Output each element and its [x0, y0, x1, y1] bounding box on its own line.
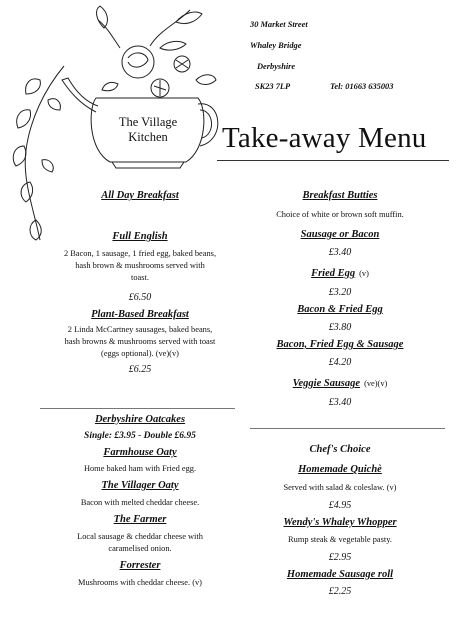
oatcakes-section [40, 414, 240, 589]
fried-egg-price: £3.20 [328, 287, 352, 298]
plant-based-title: Plant-Based Breakfast [91, 309, 189, 320]
sausage-roll-title: Homemade Sausage roll [286, 569, 394, 580]
villager-desc: Bacon with melted cheddar cheese. [80, 498, 200, 507]
oatcakes-pricing: Single: £3.95 - Double £6.95 [84, 431, 196, 441]
plant-based-desc3: (eggs optional). (ve)(v) [101, 349, 179, 358]
chefs-choice-section [240, 444, 440, 597]
forrester-desc: Mushrooms with cheddar cheese. (v) [78, 578, 202, 587]
address-postcode: SK23 7LP [255, 82, 291, 91]
villager-title: The Villager Oaty [101, 480, 179, 491]
bacon-egg-sausage-title: Bacon, Fried Egg & Sausage [276, 339, 404, 350]
brand-name [100, 115, 196, 145]
plant-based-desc2: hash browns & mushrooms served with toast [64, 337, 216, 346]
full-english-price: £6.50 [128, 292, 152, 303]
bacon-egg-title: Bacon & Fried Egg [297, 304, 383, 315]
farmhouse-desc: Home baked ham with Fried egg. [83, 464, 197, 473]
left-column [40, 190, 240, 375]
left-divider [40, 408, 235, 409]
title-rule [217, 160, 449, 161]
farmhouse-title: Farmhouse Oaty [103, 447, 177, 458]
fried-egg-tag: (v) [359, 269, 369, 278]
right-column [240, 190, 440, 408]
oatcakes-title: Derbyshire Oatcakes [94, 414, 186, 425]
address-line2: Whaley Bridge [250, 41, 302, 50]
whopper-price: £2.95 [328, 552, 352, 563]
fried-egg-row [240, 263, 440, 281]
fried-egg-title: Fried Egg [311, 268, 356, 279]
veggie-title: Veggie Sausage [292, 378, 361, 389]
brand-line1: The Village [118, 115, 178, 129]
address-line1: 30 Market Street [250, 20, 308, 29]
all-day-title: All Day Breakfast [101, 190, 179, 201]
farmer-desc1: Local sausage & cheddar cheese with [77, 532, 203, 541]
forrester-title: Forrester [119, 560, 161, 571]
sausage-roll-price: £2.25 [328, 586, 352, 597]
sausage-bacon-price: £3.40 [328, 247, 352, 258]
right-divider [250, 428, 445, 429]
whopper-title: Wendy's Whaley Whopper [283, 517, 397, 528]
full-english-desc3: toast. [131, 273, 149, 282]
veggie-row [240, 373, 440, 391]
chefs-choice-title: Chef's Choice [309, 444, 371, 455]
menu-title: Take-away Menu [222, 122, 427, 154]
veggie-price: £3.40 [328, 397, 352, 408]
butties-desc: Choice of white or brown soft muffin. [276, 210, 404, 219]
brand-line2: Kitchen [128, 130, 168, 144]
farmer-desc2: caramelised onion. [108, 544, 172, 553]
veggie-tag: (ve)(v) [364, 379, 388, 388]
address-tel: Tel: 01663 635003 [330, 82, 394, 91]
quiche-price: £4.95 [328, 500, 352, 511]
quiche-desc: Served with salad & coleslaw. (v) [283, 483, 397, 492]
address-line3: Derbyshire [257, 62, 296, 71]
full-english-title: Full English [112, 231, 168, 242]
plant-based-desc1: 2 Linda McCartney sausages, baked beans, [67, 325, 213, 334]
sausage-bacon-title: Sausage or Bacon [300, 229, 380, 240]
full-english-desc2: hash brown & mushrooms served with [75, 261, 205, 270]
quiche-title: Homemade Quichè [298, 464, 382, 475]
whopper-desc: Rump steak & vegetable pasty. [288, 535, 392, 544]
farmer-title: The Farmer [113, 514, 167, 525]
bacon-egg-price: £3.80 [328, 322, 352, 333]
butties-title: Breakfast Butties [302, 190, 378, 201]
full-english-desc1: 2 Bacon, 1 sausage, 1 fried egg, baked beans, [63, 249, 217, 258]
bacon-egg-sausage-price: £4.20 [328, 357, 352, 368]
plant-based-price: £6.25 [128, 364, 152, 375]
